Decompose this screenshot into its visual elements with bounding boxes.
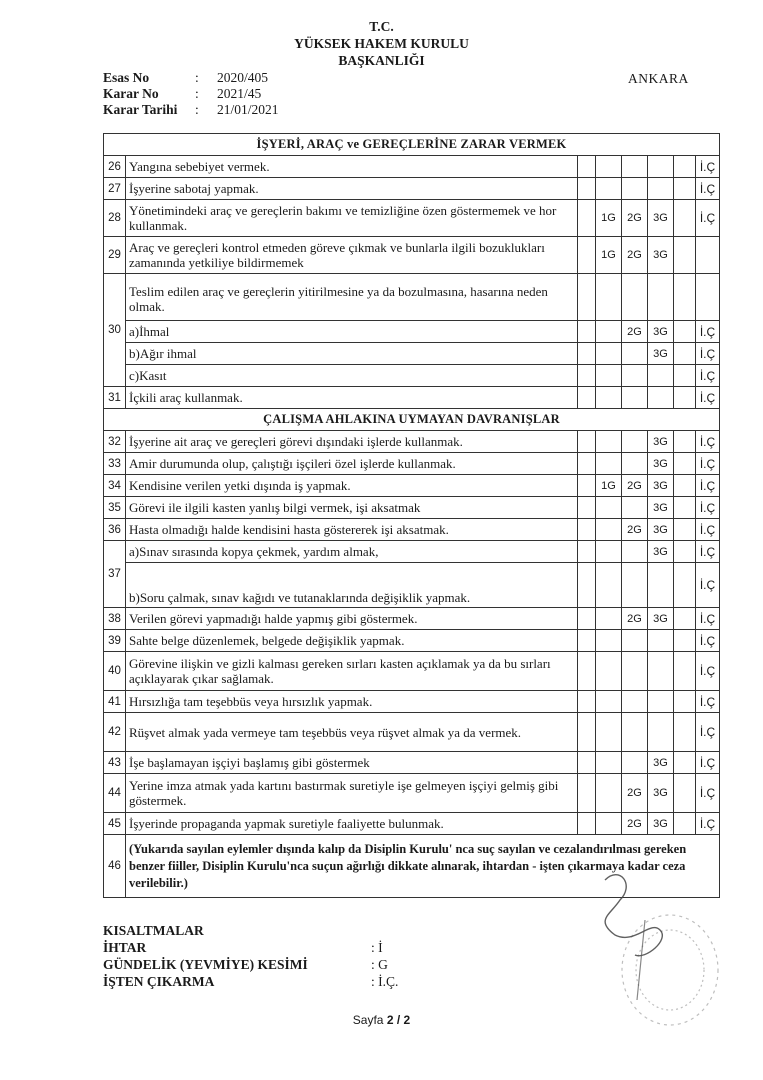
table-row (104, 691, 720, 713)
row-description: Hasta olmadığı halde kendisini hasta göstererek işi aksatmak. (126, 519, 578, 541)
row-number: 40 (104, 652, 126, 691)
row-description: Verilen görevi yapmadığı halde yapmış gibi göstermek. (126, 608, 578, 630)
table-row (104, 813, 720, 835)
row-number: 26 (104, 156, 126, 178)
row-number: 36 (104, 519, 126, 541)
abbreviation-label: İHTAR (103, 940, 147, 955)
penalty-dismissal: İ.Ç (695, 630, 719, 652)
penalty-dismissal: İ.Ç (695, 774, 719, 813)
row-number: 30 (104, 274, 126, 387)
penalty-dismissal: İ.Ç (695, 321, 719, 343)
row-number: 27 (104, 178, 126, 200)
penalty-2g: 2G (621, 200, 647, 237)
row-description: Rüşvet almak yada vermeye tam teşebbüs veya rüşvet almak ya da vermek. (126, 713, 578, 752)
penalty-dismissal: İ.Ç (695, 652, 719, 691)
penalty-dismissal: İ.Ç (695, 200, 719, 237)
table-row (104, 835, 720, 898)
row-description: Yerine imza atmak yada kartını bastırmak suretiyle işe gelmeyen işçiyi gelmiş gibi göstermek. (126, 774, 578, 813)
penalty-3g: 3G (647, 608, 673, 630)
row-number: 32 (104, 431, 126, 453)
row-number: 31 (104, 387, 126, 409)
row-number: 46 (104, 835, 126, 898)
table-row (104, 519, 720, 541)
penalty-1g: 1G (595, 200, 621, 237)
header-line-presidency: BAŞKANLIĞI (338, 53, 425, 68)
header-line-tc: T.C. (369, 19, 394, 34)
meta-label: Karar Tarihi (103, 102, 178, 117)
row-subitem: a)Sınav sırasında kopya çekmek, yardım almak, (126, 541, 578, 563)
abbreviation-code: : İ (371, 940, 383, 955)
row-number: 37 (104, 541, 126, 608)
row-number: 33 (104, 453, 126, 475)
penalty-dismissal: İ.Ç (695, 752, 719, 774)
meta-value: 2020/405 (217, 70, 269, 85)
row-description: Sahte belge düzenlemek, belgede değişiklik yapmak. (126, 630, 578, 652)
penalty-3g: 3G (647, 752, 673, 774)
penalty-dismissal: İ.Ç (695, 387, 719, 409)
row-description: Görevi ile ilgili kasten yanlış bilgi vermek, işi aksatmak (126, 497, 578, 519)
penalty-dismissal: İ.Ç (695, 497, 719, 519)
row-description: İşyerine ait araç ve gereçleri görevi dışındaki işlerde kullanmak. (126, 431, 578, 453)
table-row (104, 237, 720, 274)
table-row (104, 200, 720, 237)
penalty-2g: 2G (621, 608, 647, 630)
row-description-general: (Yukarıda sayılan eylemler dışında kalıp da Disiplin Kurulu' nca suç sayılan ve cezalandırılması gereken benzer fiiller, Disiplin Kurulu'nca suçun ağırlığı dikkate alınarak, ihtardan - işten çıkarmaya kadar ceza verilebilir.) (126, 835, 720, 898)
table-row (104, 431, 720, 453)
penalty-2g: 2G (621, 237, 647, 274)
row-number: 44 (104, 774, 126, 813)
document-header (0, 18, 763, 69)
penalty-2g: 2G (621, 321, 647, 343)
section-header-row (104, 409, 720, 431)
penalty-1g: 1G (595, 237, 621, 274)
table-row (104, 453, 720, 475)
table-row (104, 563, 720, 608)
penalty-2g: 2G (621, 475, 647, 497)
meta-label: Esas No (103, 70, 150, 85)
penalty-dismissal: İ.Ç (695, 541, 719, 563)
row-description: Yönetimindeki araç ve gereçlerin bakımı ve temizliğine özen göstermemek ve hor kullanmak. (126, 200, 578, 237)
meta-row-karar (103, 86, 279, 102)
row-number: 42 (104, 713, 126, 752)
row-number: 45 (104, 813, 126, 835)
section-title-workplace: İŞYERİ, ARAÇ ve GEREÇLERİNE ZARAR VERMEK (104, 134, 720, 156)
penalty-dismissal: İ.Ç (695, 178, 719, 200)
row-description: Görevine ilişkin ve gizli kalması gereken sırları kasten açıklamak ya da bu sırları açıklayarak çıkar sağlamak. (126, 652, 578, 691)
row-number: 29 (104, 237, 126, 274)
disciplinary-rules-table (103, 133, 720, 898)
penalty-3g: 3G (647, 321, 673, 343)
row-description: Hırsızlığa tam teşebbüs veya hırsızlık yapmak. (126, 691, 578, 713)
abbreviation-item (103, 973, 398, 990)
meta-colon: : (195, 102, 199, 117)
row-description: Araç ve gereçleri kontrol etmeden göreve çıkmak ve bunlarla ilgili bozuklukları zamanında yetkiliye bildirmemek (126, 237, 578, 274)
row-description: İşyerinde propaganda yapmak suretiyle faaliyette bulunmak. (126, 813, 578, 835)
row-subitem: b)Ağır ihmal (126, 343, 578, 365)
row-number: 35 (104, 497, 126, 519)
table-row (104, 156, 720, 178)
penalty-dismissal: İ.Ç (695, 713, 719, 752)
penalty-3g: 3G (647, 237, 673, 274)
penalty-dismissal: İ.Ç (695, 475, 719, 497)
row-description: İşe başlamayan işçiyi başlamış gibi göstermek (126, 752, 578, 774)
penalty-3g: 3G (647, 774, 673, 813)
table-row (104, 475, 720, 497)
page-total: 2 (403, 1013, 411, 1027)
penalty-2g: 2G (621, 774, 647, 813)
abbreviation-code: : G (371, 957, 388, 972)
penalty-3g: 3G (647, 431, 673, 453)
row-number: 28 (104, 200, 126, 237)
table-row (104, 365, 720, 387)
row-description: Amir durumunda olup, çalıştığı işçileri özel işlerde kullanmak. (126, 453, 578, 475)
penalty-dismissal: İ.Ç (695, 431, 719, 453)
abbreviation-item (103, 939, 398, 956)
meta-row-esas (103, 70, 279, 86)
case-metadata (103, 70, 279, 118)
penalty-dismissal: İ.Ç (695, 156, 719, 178)
penalty-1g: 1G (595, 475, 621, 497)
penalty-dismissal: İ.Ç (695, 343, 719, 365)
penalty-2g: 2G (621, 813, 647, 835)
penalty-dismissal: İ.Ç (695, 813, 719, 835)
penalty-dismissal: İ.Ç (695, 365, 719, 387)
table-row (104, 713, 720, 752)
row-description: İşyerine sabotaj yapmak. (126, 178, 578, 200)
penalty-3g: 3G (647, 200, 673, 237)
table-row (104, 752, 720, 774)
header-line-institution: YÜKSEK HAKEM KURULU (294, 36, 469, 51)
table-row (104, 343, 720, 365)
penalty-dismissal: İ.Ç (695, 563, 719, 608)
page-number (0, 1013, 763, 1027)
table-row (104, 178, 720, 200)
penalty-dismissal: İ.Ç (695, 519, 719, 541)
penalty-dismissal: İ.Ç (695, 453, 719, 475)
table-row (104, 321, 720, 343)
abbreviation-label: GÜNDELİK (YEVMİYE) KESİMİ (103, 957, 308, 972)
penalty-2g: 2G (621, 519, 647, 541)
penalty-dismissal: İ.Ç (695, 608, 719, 630)
row-subitem: b)Soru çalmak, sınav kağıdı ve tutanaklarında değişiklik yapmak. (126, 563, 578, 608)
abbreviations-block (103, 922, 398, 990)
table-row (104, 652, 720, 691)
table-row (104, 774, 720, 813)
meta-label: Karar No (103, 86, 159, 101)
row-subitem: a)İhmal (126, 321, 578, 343)
row-number: 43 (104, 752, 126, 774)
row-number: 41 (104, 691, 126, 713)
meta-colon: : (195, 86, 199, 101)
penalty-3g: 3G (647, 497, 673, 519)
meta-value: 2021/45 (217, 86, 262, 101)
row-number: 34 (104, 475, 126, 497)
row-description: Kendisine verilen yetki dışında iş yapmak. (126, 475, 578, 497)
table-row (104, 541, 720, 563)
row-subitem: c)Kasıt (126, 365, 578, 387)
section-header-row (104, 134, 720, 156)
meta-value: 21/01/2021 (217, 102, 279, 117)
page-separator: / (396, 1013, 401, 1027)
page-prefix: Sayfa (352, 1013, 384, 1027)
penalty-3g: 3G (647, 541, 673, 563)
abbreviation-label: İŞTEN ÇIKARMA (103, 974, 215, 989)
table-row (104, 497, 720, 519)
penalty-3g: 3G (647, 343, 673, 365)
table-row (104, 387, 720, 409)
meta-colon: : (195, 70, 199, 85)
meta-row-karar-tarihi (103, 102, 279, 118)
row-number: 38 (104, 608, 126, 630)
abbreviation-code: : İ.Ç. (371, 974, 399, 989)
penalty-3g: 3G (647, 453, 673, 475)
penalty-3g: 3G (647, 519, 673, 541)
row-description: Teslim edilen araç ve gereçlerin yitirilmesine ya da bozulmasına, hasarına neden olmak. (126, 274, 578, 321)
penalty-3g: 3G (647, 475, 673, 497)
abbreviation-item (103, 956, 398, 973)
table-row (104, 630, 720, 652)
section-title-ethics: ÇALIŞMA AHLAKINA UYMAYAN DAVRANIŞLAR (104, 409, 720, 431)
penalty-3g: 3G (647, 813, 673, 835)
penalty-dismissal: İ.Ç (695, 691, 719, 713)
table-row (104, 274, 720, 321)
city-label: ANKARA (628, 71, 689, 86)
row-description: İçkili araç kullanmak. (126, 387, 578, 409)
row-description: Yangına sebebiyet vermek. (126, 156, 578, 178)
row-number: 39 (104, 630, 126, 652)
abbreviations-title: KISALTMALAR (103, 923, 204, 938)
table-row (104, 608, 720, 630)
page-current: 2 (386, 1013, 394, 1027)
